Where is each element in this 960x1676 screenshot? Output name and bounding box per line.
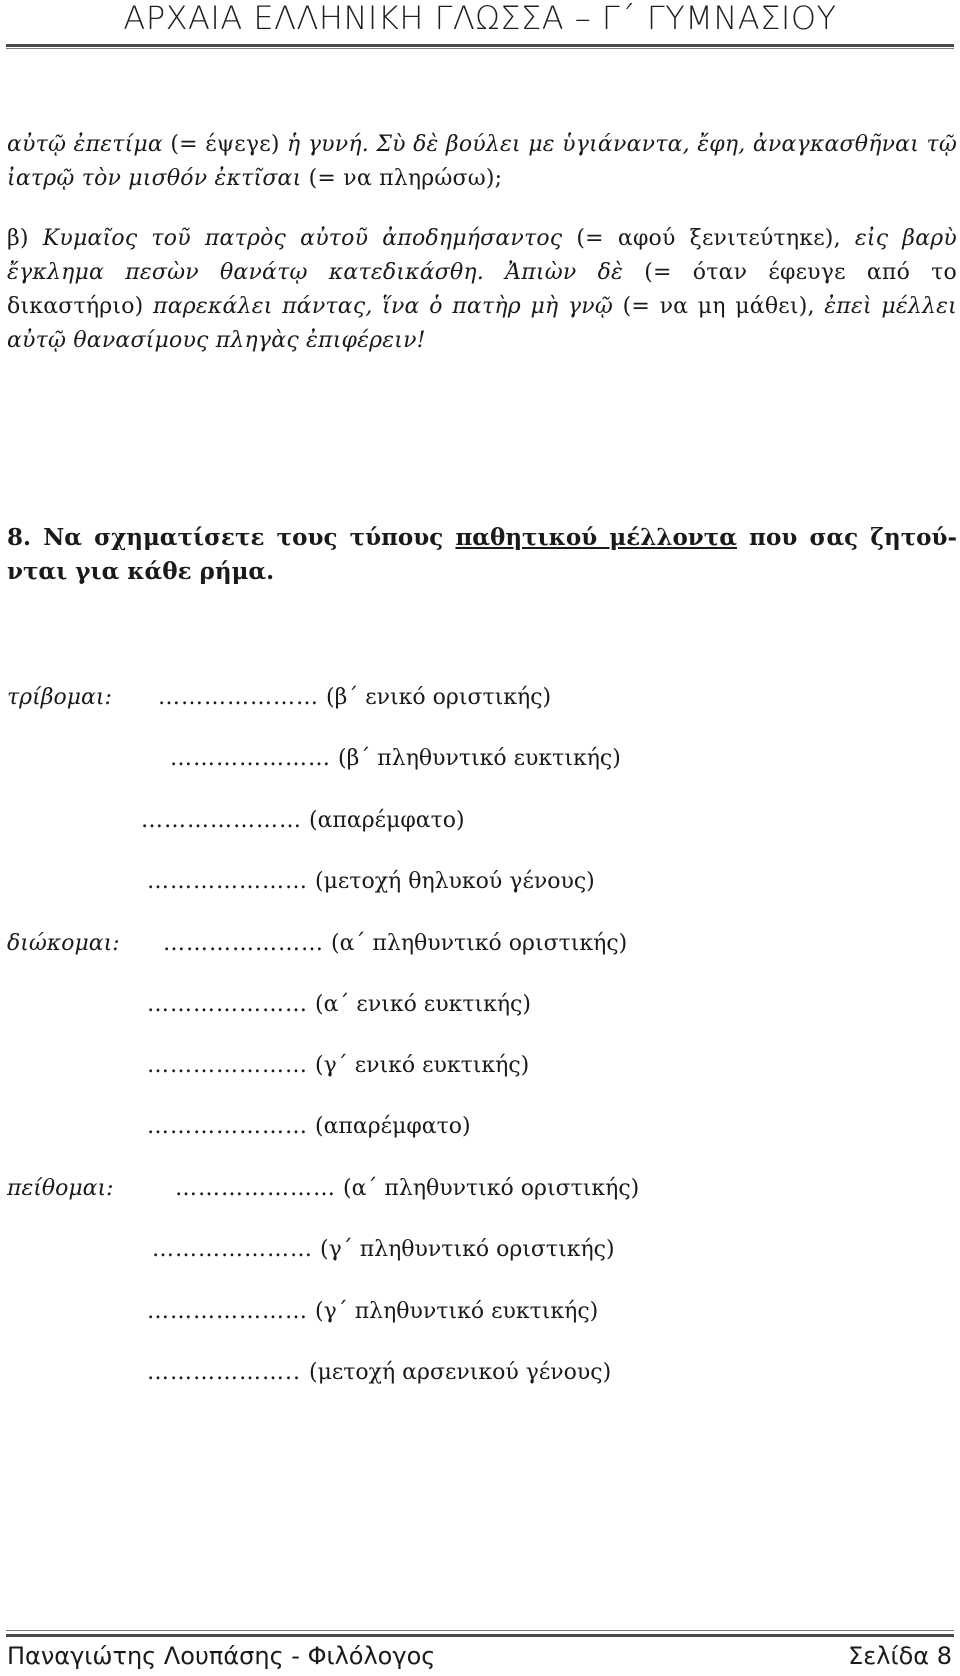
form-hint: (α΄ πληθυντικό οριστικής) <box>336 1176 640 1201</box>
answer-blank[interactable]: ……………….. <box>147 1360 309 1385</box>
answer-row[interactable] <box>147 1358 611 1388</box>
passage-b <box>7 222 957 358</box>
passage-b-greek-4: ἐπεὶ μέλλει αὐτῷ θανασίμους πληγὰς ἐπιφέρειν! <box>7 294 957 353</box>
passage-b-gloss-3: (= να μη μάθει), <box>612 294 825 319</box>
header-rule-thin <box>6 48 954 49</box>
answer-blank[interactable]: ………………… <box>163 931 324 956</box>
answer-row[interactable] <box>163 929 627 959</box>
answer-blank[interactable]: ………………… <box>152 1237 313 1262</box>
answer-blank[interactable]: ………………… <box>147 869 308 894</box>
verb-label: τρίβομαι: <box>7 685 112 710</box>
header-title: ΑΡΧΑΙΑ ΕΛΛΗΝΙΚΗ ΓΛΩΣΣΑ – Γ΄ ΓΥΜΝΑΣΙΟΥ <box>123 0 837 37</box>
passage-b-gloss-1: (= αφού ξενιτεύτηκε), <box>562 226 855 251</box>
answer-blank[interactable]: ………………… <box>147 1114 308 1139</box>
exercise-title-part-1: 8. Να σχηματίσετε τους τύπους <box>7 524 456 551</box>
form-hint: (γ΄ πληθυντικό ευκτικής) <box>308 1299 599 1324</box>
answer-row[interactable] <box>141 806 465 836</box>
answer-row[interactable] <box>147 1297 598 1327</box>
passage-a-greek-2: ἡ γυνή. Σὺ δὲ βούλει με ὑγιάναντα, ἔφη, ἀναγκασθῆναι τῷ ἰατρῷ τὸν μισθόν ἐκτῖσαι <box>7 132 957 191</box>
answer-row[interactable] <box>170 744 621 774</box>
answer-blank[interactable]: ………………… <box>170 746 331 771</box>
answer-blank[interactable]: ………………… <box>147 1299 308 1324</box>
answer-row[interactable] <box>158 683 551 713</box>
form-hint: (απαρέμφατο) <box>302 808 465 833</box>
answer-row[interactable] <box>147 1051 529 1081</box>
exercise-title-underlined: παθητικού μέλλοντα <box>455 524 737 551</box>
passage-b-greek-1: Κυμαῖος τοῦ πατρὸς αὐτοῦ ἀποδημήσαντος <box>42 226 563 251</box>
answer-blank[interactable]: ………………… <box>147 992 308 1017</box>
form-hint: (α΄ πληθυντικό οριστικής) <box>324 931 628 956</box>
passage-a-gloss-2: (= να πληρώσω); <box>301 166 503 191</box>
passage-a-gloss-1: (= έψεγε) <box>162 132 288 157</box>
form-hint: (γ΄ πληθυντικό οριστικής) <box>313 1237 615 1262</box>
footer-rule-thin <box>6 1630 954 1631</box>
answer-blank[interactable]: ………………… <box>158 685 319 710</box>
exercise-title <box>7 521 957 589</box>
passage-b-label: β) <box>7 226 43 251</box>
answer-row[interactable] <box>175 1174 639 1204</box>
answer-row[interactable] <box>147 867 595 897</box>
exercise-title-part-2: που σας ζητού-νται για κάθε ρήμα. <box>7 524 958 585</box>
verb-label: διώκομαι: <box>7 931 120 956</box>
passage-a-greek-1: αὐτῷ ἐπετίμα <box>7 132 163 157</box>
footer-page-number: Σελίδα 8 <box>848 1642 952 1670</box>
form-hint: (μετοχή θηλυκού γένους) <box>308 869 595 894</box>
answer-row[interactable] <box>152 1235 615 1265</box>
verb-label: πείθομαι: <box>7 1176 114 1201</box>
form-hint: (μετοχή αρσενικού γένους) <box>308 1360 612 1385</box>
answer-blank[interactable]: ………………… <box>147 1053 308 1078</box>
answer-row[interactable] <box>147 990 531 1020</box>
footer-rule <box>6 1634 954 1637</box>
answer-blank[interactable]: ………………… <box>141 808 302 833</box>
page-header <box>0 0 960 47</box>
passage-b-greek-2: εἰς βαρὺ ἔγκλημα πεσὼν θανάτῳ κατεδικάσθη. Ἀπιὼν δὲ <box>7 226 957 285</box>
form-hint: (γ΄ ενικό ευκτικής) <box>308 1053 530 1078</box>
header-rule <box>6 44 954 47</box>
form-hint: (β΄ πληθυντικό ευκτικής) <box>331 746 621 771</box>
passage-a <box>7 128 957 196</box>
form-hint: (α΄ ενικό ευκτικής) <box>308 992 531 1017</box>
form-hint: (απαρέμφατο) <box>308 1114 471 1139</box>
answer-row[interactable] <box>147 1112 471 1142</box>
answer-blank[interactable]: ………………… <box>175 1176 336 1201</box>
passage-b-greek-3: παρεκάλει πάντας, ἵνα ὁ πατὴρ μὴ γνῷ <box>153 294 613 319</box>
passage-b-gloss-2: (= όταν έφευγε από το δικαστήριο) <box>7 260 957 319</box>
form-hint: (β΄ ενικό οριστικής) <box>319 685 552 710</box>
footer-author: Παναγιώτης Λουπάσης - Φιλόλογος <box>7 1642 436 1670</box>
